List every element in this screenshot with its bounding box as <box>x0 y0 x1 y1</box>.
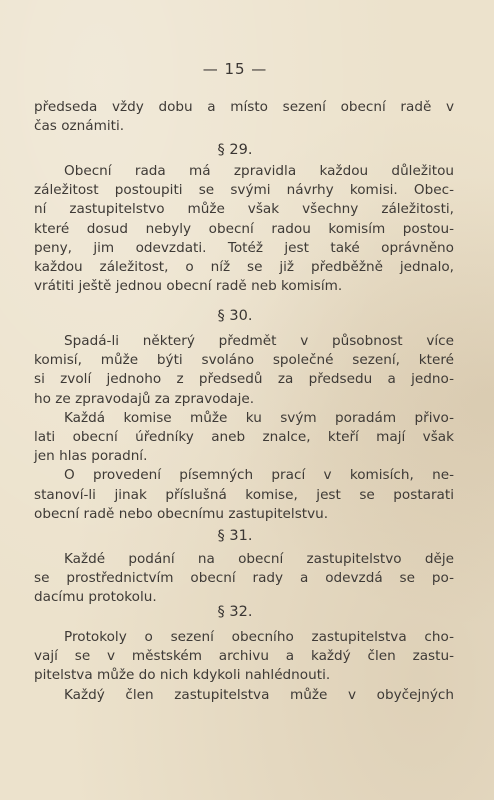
text-line: stanoví-li jinak příslušná komise, jest se postarati <box>34 486 454 503</box>
paragraph <box>34 98 454 136</box>
section-heading-31: § 31. <box>217 528 253 544</box>
paragraph <box>34 466 454 524</box>
paragraph <box>34 686 454 705</box>
text-line: O provedení písemných prací v komisích, ne- <box>64 467 454 484</box>
intro-text <box>34 98 454 136</box>
text-line: předseda vždy dobu a místo sezení obecní radě v <box>34 99 454 115</box>
paragraph <box>34 332 454 409</box>
paragraph <box>34 628 454 686</box>
text-line: každou záležitost, o níž se již předběžně jednalo, <box>34 259 454 276</box>
text-line: ní zastupitelstvo může však všechny záležitosti, <box>34 201 454 218</box>
page-number: — 15 — <box>202 60 268 78</box>
paragraph <box>34 409 454 467</box>
text-line: dacímu protokolu. <box>34 589 157 606</box>
text-line: Protokoly o sezení obecního zastupitelstva cho- <box>64 629 454 645</box>
text-line: Každý člen zastupitelstva může v obyčejných <box>64 686 454 703</box>
text-line: které dosud nebyly obecní radou komisím postou- <box>34 220 454 237</box>
text-line: lati obecní úředníky aneb znalce, kteří mají však <box>34 429 454 446</box>
text-line: komisí, může býti svoláno společné sezení, které <box>34 352 454 369</box>
section-31-text <box>34 550 454 608</box>
text-line: záležitost postoupiti se svými návrhy komisi. Obec- <box>34 182 454 199</box>
text-line: Každé podání na obecní zastupitelstvo děje <box>64 551 454 567</box>
text-line: ho ze zpravodajů za zpravodaje. <box>34 390 255 407</box>
text-line: Spadá-li některý předmět v působnost více <box>64 333 454 349</box>
paragraph <box>34 162 454 296</box>
section-heading-30: § 30. <box>217 308 253 324</box>
text-line: jen hlas poradní. <box>34 448 148 465</box>
section-30-text <box>34 332 454 524</box>
text-line: pitelstva může do nich kdykoli nahlédnouti. <box>34 667 331 684</box>
section-29-text <box>34 162 454 296</box>
section-heading-29: § 29. <box>217 142 253 158</box>
text-line: si zvolí jednoho z předsedů za předsedu a jedno- <box>34 371 454 388</box>
text-line: čas oznámiti. <box>34 118 125 135</box>
text-line: Obecní rada má zpravidla každou důležitou <box>64 163 454 179</box>
section-heading-32: § 32. <box>217 604 253 620</box>
text-line: peny, jim odevzdati. Totéž jest také oprávněno <box>34 239 454 256</box>
text-line: vrátiti ještě jednou obecní radě neb komisím. <box>34 278 343 295</box>
section-32-text <box>34 628 454 705</box>
text-line: Každá komise může ku svým poradám přivo- <box>64 409 454 426</box>
text-line: vají se v městském archivu a každý člen zastu- <box>34 648 454 665</box>
paragraph <box>34 550 454 608</box>
text-line: se prostřednictvím obecní rady a odevzdá se po- <box>34 570 454 587</box>
text-line: obecní radě nebo obecnímu zastupitelstvu. <box>34 505 329 522</box>
